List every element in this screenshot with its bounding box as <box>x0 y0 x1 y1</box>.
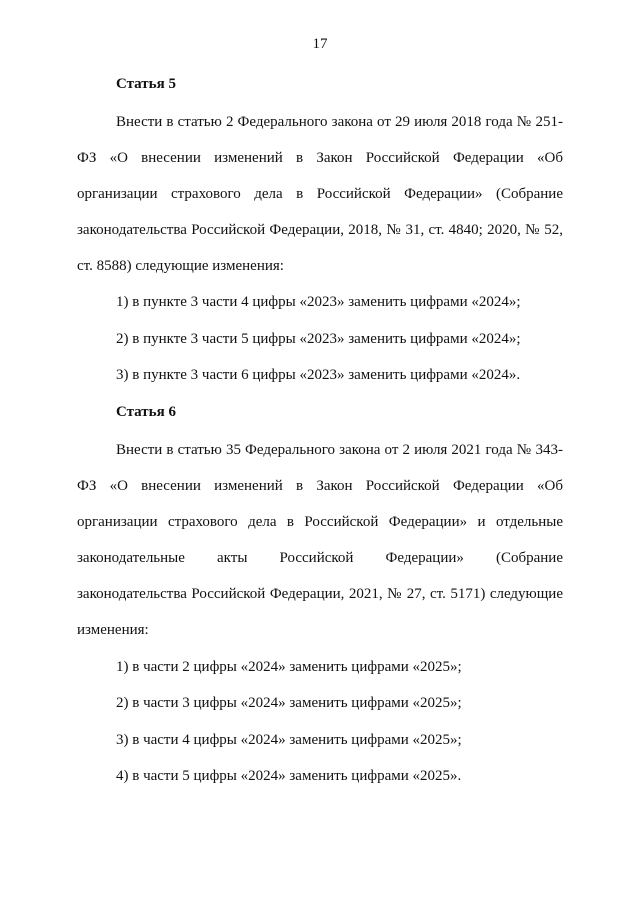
article-5-heading: Статья 5 <box>116 76 176 92</box>
article-5-item-2: 2) в пункте 3 части 5 цифры «2023» заменить цифрами «2024»; <box>116 331 521 347</box>
article-5-item-1: 1) в пункте 3 части 4 цифры «2023» заменить цифрами «2024»; <box>116 294 521 310</box>
article-6-intro: Внести в статью 35 Федерального закона от 2 июля 2021 года № 343-ФЗ «О внесении изменений в Закон Российской Федерации «Об организации страхового дела в Российской Федерации» и отдельные законодательные акты Российской Федерации» (Собрание законодательства Российской Федерации, 2021, № 27, ст. 5171) следующие изменения: <box>77 442 563 638</box>
article-5-item-3: 3) в пункте 3 части 6 цифры «2023» заменить цифрами «2024». <box>116 367 521 383</box>
article-6-item-4: 4) в части 5 цифры «2024» заменить цифрами «2025». <box>116 768 462 784</box>
article-5-intro: Внести в статью 2 Федерального закона от 29 июля 2018 года № 251-ФЗ «О внесении изменений в Закон Российской Федерации «Об организации страхового дела в Российской Федерации» (Собрание законодательства Российской Федерации, 2018, № 31, ст. 4840; 2020, № 52, ст. 8588) следующие изменения: <box>77 114 563 274</box>
page-number: 17 <box>312 36 328 52</box>
article-6-item-2: 2) в части 3 цифры «2024» заменить цифрами «2025»; <box>116 695 462 711</box>
article-6-item-3: 3) в части 4 цифры «2024» заменить цифрами «2025»; <box>116 732 462 748</box>
article-6-item-1: 1) в части 2 цифры «2024» заменить цифрами «2025»; <box>116 659 462 675</box>
article-6-heading: Статья 6 <box>116 404 176 420</box>
